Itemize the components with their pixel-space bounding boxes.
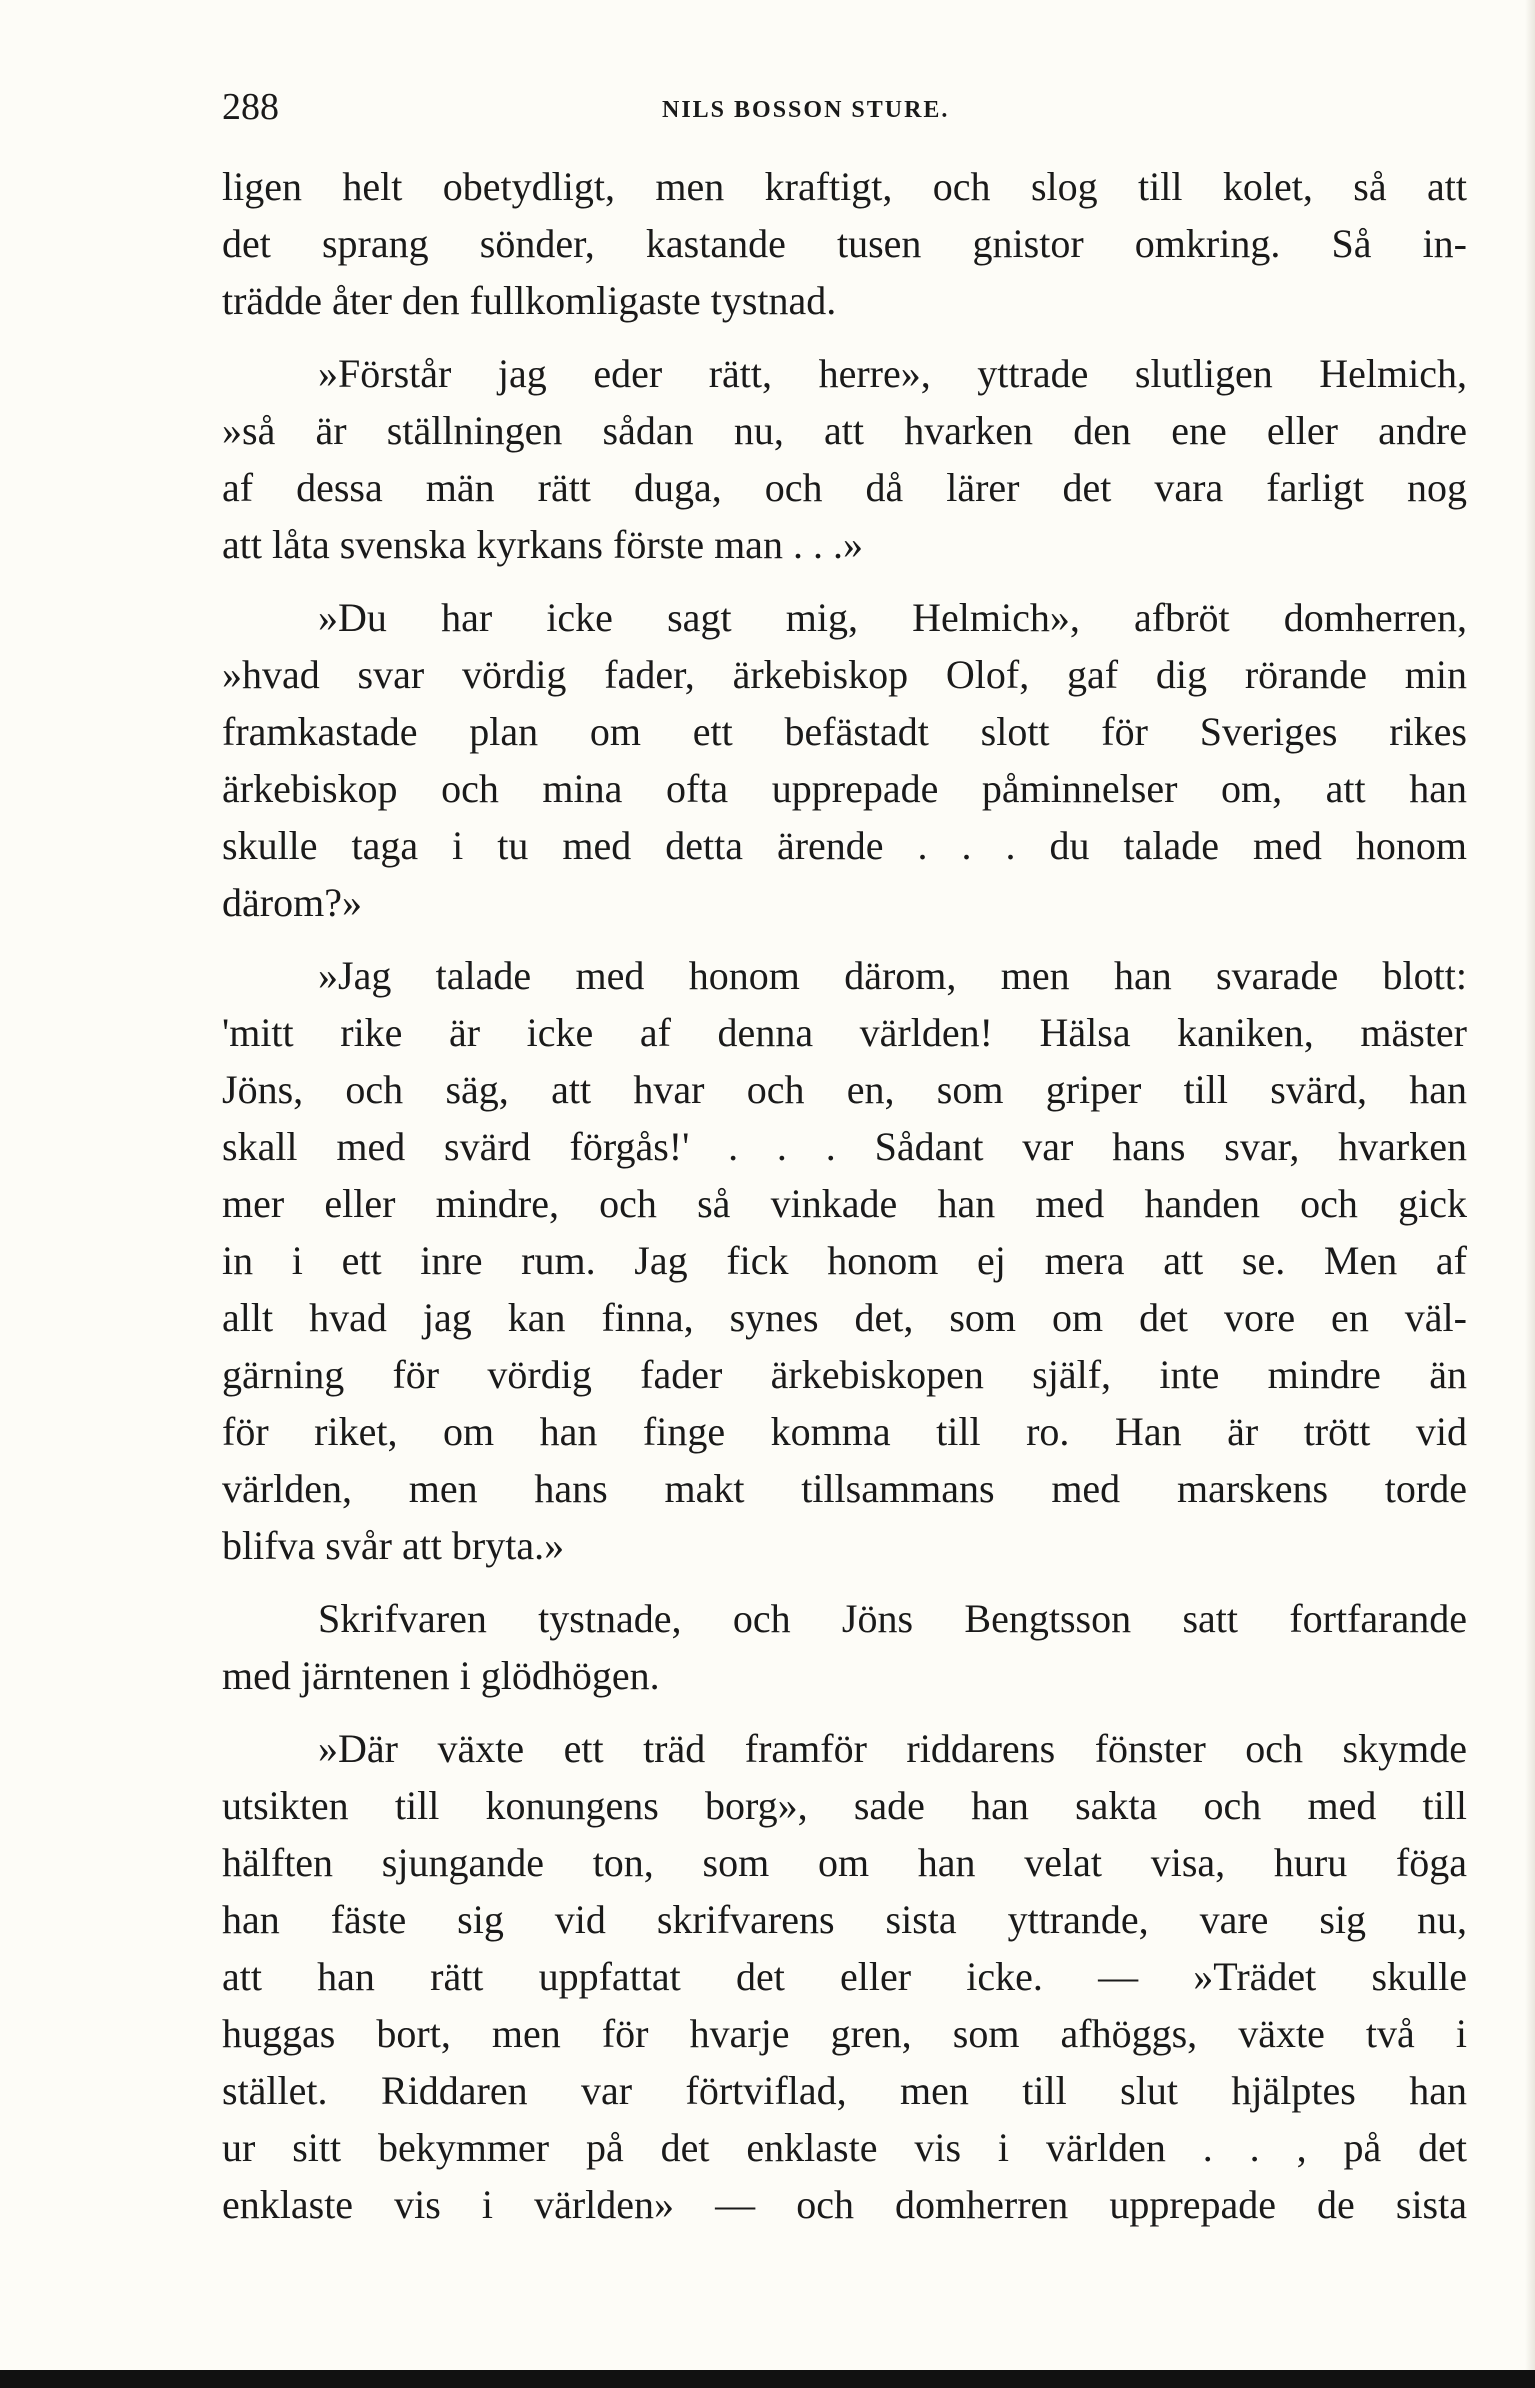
- text-line: det sprang sönder, kastande tusen gnistor omkring. Så in-: [222, 221, 1467, 266]
- text-line: skulle taga i tu med detta ärende . . . du talade med honom: [222, 823, 1467, 868]
- text-line: hälften sjungande ton, som om han velat visa, huru föga: [222, 1840, 1467, 1885]
- paragraph: [222, 1720, 1467, 2233]
- text-line: »Där växte ett träd framför riddarens fönster och skymde: [318, 1726, 1467, 1771]
- page-number: 288: [222, 86, 279, 128]
- text-line: ur sitt bekymmer på det enklaste vis i världen . . , på det: [222, 2125, 1467, 2170]
- scan-edge-bottom: [0, 2370, 1535, 2388]
- text-line: in i ett inre rum. Jag fick honom ej mera att se. Men af: [222, 1238, 1467, 1283]
- text-line: »Du har icke sagt mig, Helmich», afbröt domherren,: [318, 595, 1467, 640]
- paragraph: [222, 345, 1467, 573]
- text-line: han fäste sig vid skrifvarens sista yttrande, vare sig nu,: [222, 1897, 1467, 1942]
- text-line: gärning för vördig fader ärkebiskopen själf, inte mindre än: [222, 1352, 1467, 1397]
- text-line: trädde åter den fullkomligaste tystnad.: [222, 278, 837, 323]
- text-line: af dessa män rätt duga, och då lärer det vara farligt nog: [222, 465, 1467, 510]
- text-line: Skrifvaren tystnade, och Jöns Bengtsson satt fortfarande: [318, 1596, 1467, 1641]
- paragraph: [222, 158, 1467, 329]
- text-line: blifva svår att bryta.»: [222, 1523, 565, 1568]
- text-line: världen, men hans makt tillsammans med marskens torde: [222, 1466, 1467, 1511]
- text-line: mer eller mindre, och så vinkade han med handen och gick: [222, 1181, 1467, 1226]
- text-line: med järntenen i glödhögen.: [222, 1653, 660, 1698]
- text-line: för riket, om han finge komma till ro. Han är trött vid: [222, 1409, 1467, 1454]
- text-line: att han rätt uppfattat det eller icke. — »Trädet skulle: [222, 1954, 1467, 1999]
- text-line: allt hvad jag kan finna, synes det, som om det vore en väl-: [222, 1295, 1467, 1340]
- text-line: »Jag talade med honom därom, men han svarade blott:: [318, 953, 1467, 998]
- text-line: 'mitt rike är icke af denna världen! Hälsa kaniken, mäster: [222, 1010, 1467, 1055]
- text-line: skall med svärd förgås!' . . . Sådant var hans svar, hvarken: [222, 1124, 1467, 1169]
- scan-edge-right: [1525, 0, 1535, 2388]
- paragraph: [222, 1590, 1467, 1704]
- body-text: [222, 158, 1467, 2249]
- text-line: »hvad svar vördig fader, ärkebiskop Olof, gaf dig rörande min: [222, 652, 1467, 697]
- text-line: stället. Riddaren var förtviflad, men till slut hjälptes han: [222, 2068, 1467, 2113]
- text-line: ligen helt obetydligt, men kraftigt, och slog till kolet, så att: [222, 164, 1467, 209]
- text-line: därom?»: [222, 880, 362, 925]
- paragraph: [222, 947, 1467, 1574]
- text-line: »så är ställningen sådan nu, att hvarken den ene eller andre: [222, 408, 1467, 453]
- running-title: NILS BOSSON STURE.: [662, 97, 950, 123]
- page-header: [222, 82, 1467, 132]
- text-line: att låta svenska kyrkans förste man . . .»: [222, 522, 863, 567]
- text-line: huggas bort, men för hvarje gren, som afhöggs, växte två i: [222, 2011, 1467, 2056]
- text-line: ärkebiskop och mina ofta upprepade påminnelser om, att han: [222, 766, 1467, 811]
- text-line: Jöns, och säg, att hvar och en, som griper till svärd, han: [222, 1067, 1467, 1112]
- text-line: enklaste vis i världen» — och domherren upprepade de sista: [222, 2182, 1467, 2227]
- text-line: »Förstår jag eder rätt, herre», yttrade slutligen Helmich,: [318, 351, 1467, 396]
- paragraph: [222, 589, 1467, 931]
- text-line: framkastade plan om ett befästadt slott för Sveriges rikes: [222, 709, 1467, 754]
- text-line: utsikten till konungens borg», sade han sakta och med till: [222, 1783, 1467, 1828]
